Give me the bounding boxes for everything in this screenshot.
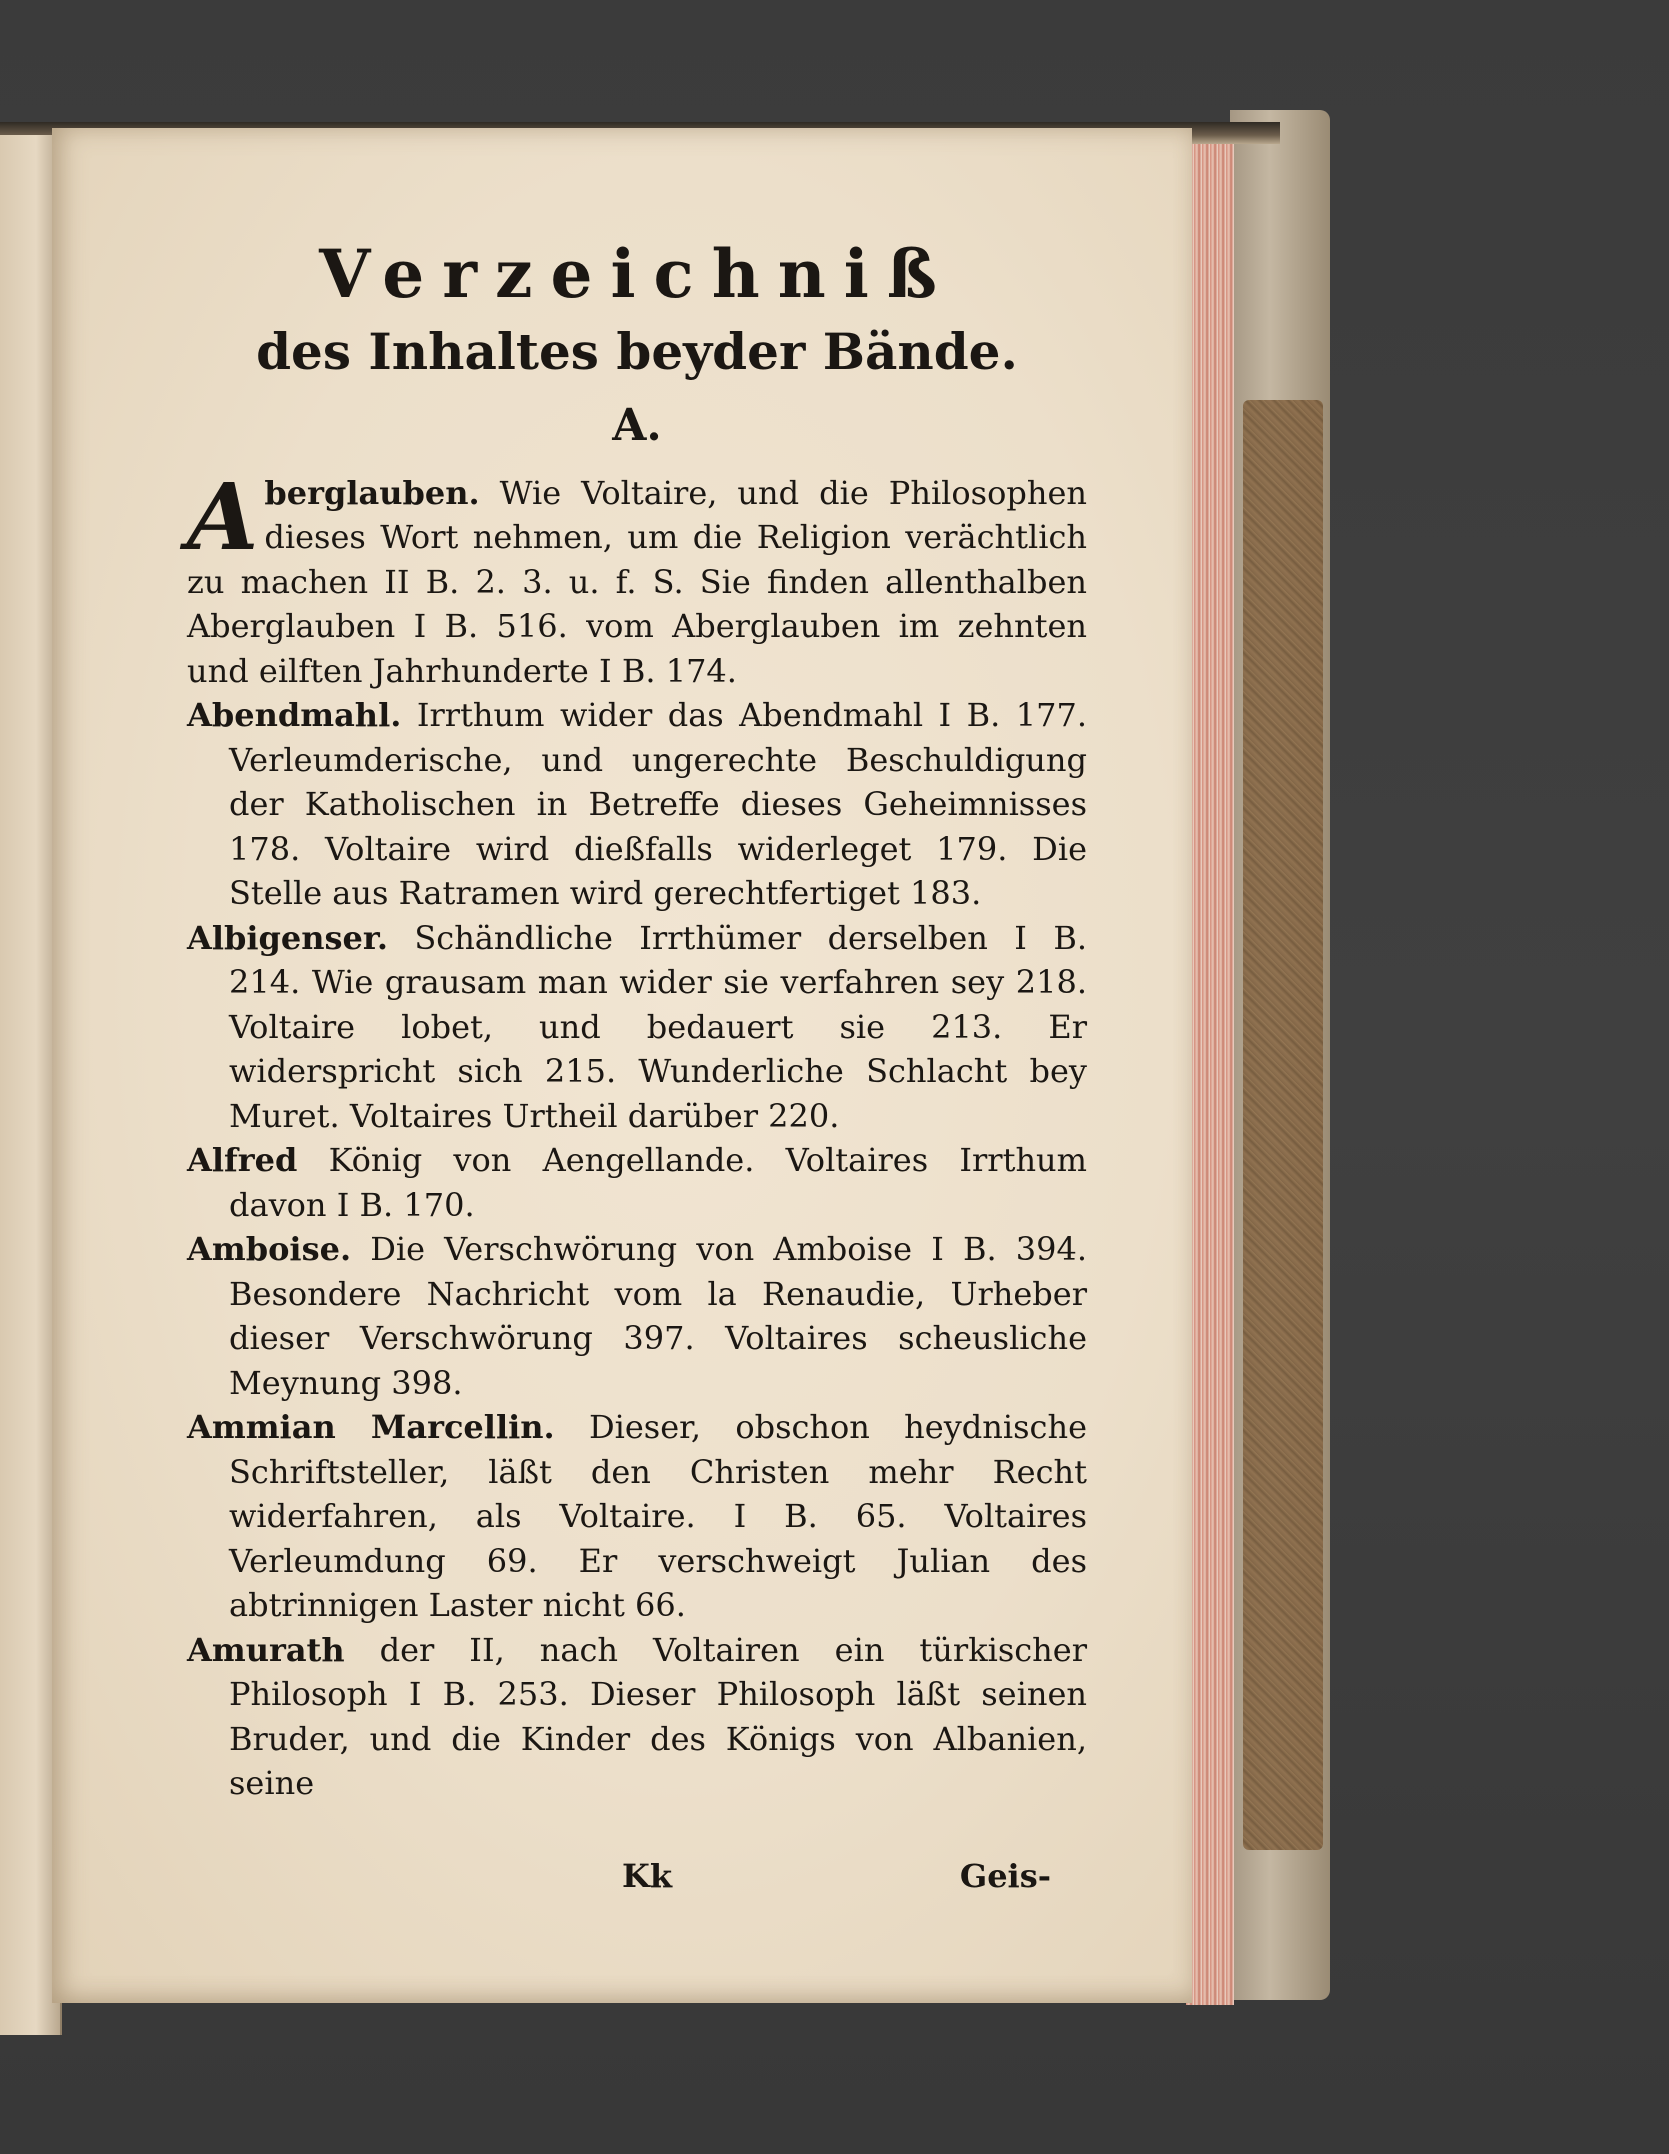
entry-lemma: Amboise. [187, 1230, 352, 1268]
entry-text: Irrthum wider das Abendmahl I B. 177. Verleumderische, und ungerechte Beschuldigung der Katholischen in Betreffe dieses Geheimnisses 178. Voltaire wird dießfalls widerleget 179. Die Stelle aus Ratramen wird gerechtfertiget 183. [229, 696, 1088, 912]
entry-text: Die Verschwörung von Amboise I B. 394. Besondere Nachricht vom la Renaudie, Urheber dieser Verschwörung 397. Voltaires scheusliche Meynung 398. [229, 1230, 1088, 1402]
catchword: Geis- [959, 1857, 1051, 1895]
index-entry [187, 693, 1087, 916]
index-entry [187, 1138, 1087, 1227]
page-subtitle: des Inhaltes beyder Bände. [256, 321, 1018, 381]
index-entry [187, 1227, 1087, 1405]
entry-text: Wie Voltaire, und die Philosophen dieses Wort nehmen, um die Religion verächtlich zu machen II B. 2. 3. u. f. S. Sie finden allenthalben Aberglauben I B. 516. vom Aberglauben im zehnten und eilften Jahrhunderte I B. 174. [187, 473, 1088, 690]
entry-text: König von Aengellande. Voltaires Irrthum davon I B. 170. [229, 1141, 1088, 1224]
entry-lemma: Amurath [187, 1630, 345, 1669]
entry-text: Schändliche Irrthümer derselben I B. 214. Wie grausam man wider sie verfahren sey 218. Voltaire lobet, und bedauert sie 213. Er widerspricht sich 215. Wunderliche Schlacht bey Muret. Voltaires Urtheil darüber 220. [229, 918, 1088, 1135]
entry-lemma: Alfred [187, 1141, 298, 1179]
book-page [52, 128, 1192, 2003]
index-entry [187, 462, 1088, 694]
index-entry [187, 1405, 1087, 1628]
entry-lemma: Abendmahl. [187, 696, 402, 734]
page-title: Verzeichniß [319, 235, 955, 313]
page-content [187, 233, 1088, 1895]
index-entry [187, 1628, 1087, 1806]
entry-lemma: berglauben. [264, 473, 480, 512]
page-fore-edge [1186, 125, 1234, 2005]
drop-cap: A [187, 462, 259, 571]
entry-lemma: Ammian Marcellin. [187, 1408, 555, 1446]
cover-marbled-paper [1243, 400, 1323, 1850]
entry-text: der II, nach Voltairen ein türkischer Philosoph I B. 253. Dieser Philosoph läßt seinen Bruder, und die Kinder des Königs von Albanien, seine [229, 1630, 1088, 1802]
signature-mark: Kk [622, 1857, 672, 1895]
entry-text: Dieser, obschon heydnische Schriftsteller, läßt den Christen mehr Recht widerfahren, als Voltaire. I B. 65. Voltaires Verleumdung 69. Er verschweigt Julian des abtrinnigen Laster nicht 66. [229, 1408, 1088, 1624]
entry-lemma: Albigenser. [187, 918, 388, 957]
section-letter: A. [612, 399, 662, 451]
index-entry [187, 916, 1087, 1139]
